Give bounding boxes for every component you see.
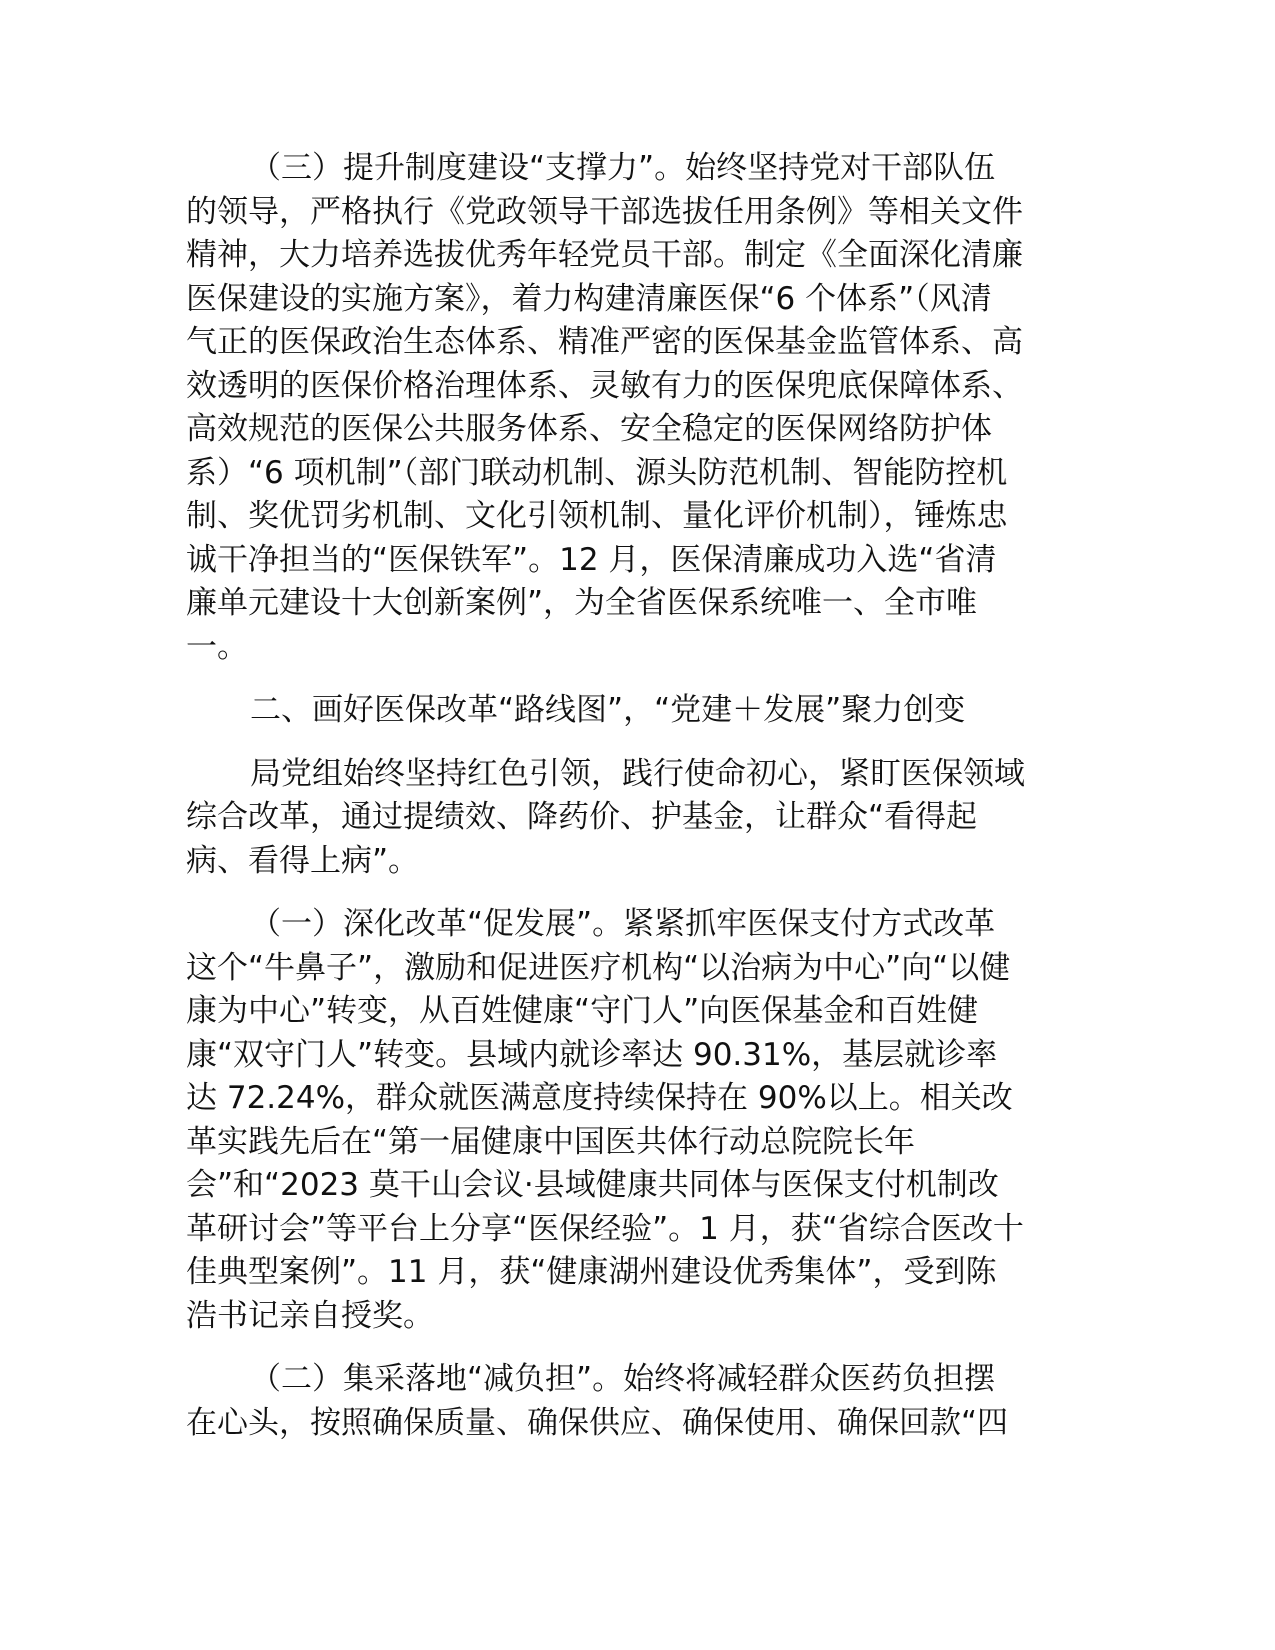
paragraph-institution-building xyxy=(186,147,1090,669)
text-line: 病、看得上病”。 xyxy=(186,842,420,879)
text-line: 革实践先后在“第一届健康中国医共体行动总院院长年 xyxy=(186,1123,916,1160)
text-line: 医保建设的实施方案》，着力构建清廉医保“6 个体系”（风清 xyxy=(186,280,992,317)
text-line: 精神，大力培养选拔优秀年轻党员干部。制定《全面深化清廉 xyxy=(186,237,1023,273)
paragraph-gap xyxy=(186,883,1090,903)
section-heading: 二、画好医保改革“路线图”，“党建＋发展”聚力创变 xyxy=(250,692,966,728)
text-line: （三）提升制度建设“支撑力”。始终坚持党对干部队伍 xyxy=(250,150,996,186)
paragraph-party-leadership xyxy=(186,753,1090,884)
text-line: 综合改革，通过提绩效、降药价、护基金，让群众“看得起 xyxy=(186,799,978,835)
text-line: 诚干净担当的“医保铁军”。12 月，医保清廉成功入选“省清 xyxy=(186,541,997,578)
text-line: 佳典型案例”。11 月，获“健康湖州建设优秀集体”，受到陈 xyxy=(186,1254,997,1290)
text-line: 效透明的医保价格治理体系、灵敏有力的医保兜底保障体系、 xyxy=(186,367,1023,404)
text-line: 在心头，按照确保质量、确保供应、确保使用、确保回款“四 xyxy=(186,1404,1009,1441)
paragraph-gap xyxy=(186,733,1090,753)
text-line: 局党组始终坚持红色引领，践行使命初心，紧盯医保领域 xyxy=(250,755,1025,792)
text-line: 这个“牛鼻子”，激励和促进医疗机构“以治病为中心”向“以健 xyxy=(186,949,1011,986)
paragraph-gap xyxy=(186,1338,1090,1358)
text-line: 一。 xyxy=(186,628,248,665)
text-line: 会”和“2023 莫干山会议·县域健康共同体与医保支付机制改 xyxy=(186,1167,999,1203)
text-line: 气正的医保政治生态体系、精准严密的医保基金监管体系、高 xyxy=(186,324,1023,360)
text-line: 制、奖优罚劣机制、文化引领机制、量化评价机制），锤炼忠 xyxy=(186,498,1008,534)
paragraph-deepen-reform xyxy=(186,903,1090,1338)
text-line: 系）“6 项机制”（部门联动机制、源头防范机制、智能防控机 xyxy=(186,454,1008,491)
text-line: 达 72.24%，群众就医满意度持续保持在 90%以上。相关改 xyxy=(186,1080,1013,1116)
text-line: 廉单元建设十大创新案例”，为全省医保系统唯一、全市唯 xyxy=(186,585,978,621)
paragraph-gap xyxy=(186,669,1090,689)
text-line: 康为中心”转变，从百姓健康“守门人”向医保基金和百姓健 xyxy=(186,993,979,1029)
text-line: 高效规范的医保公共服务体系、安全稳定的医保网络防护体 xyxy=(186,411,992,447)
text-line: 康“双守门人”转变。县域内就诊率达 90.31%，基层就诊率 xyxy=(186,1036,998,1073)
section-heading-reform-roadmap xyxy=(186,689,1090,733)
text-line: 的领导，严格执行《党政领导干部选拔任用条例》等相关文件 xyxy=(186,193,1023,230)
text-line: 革研讨会”等平台上分享“医保经验”。1 月，获“省综合医改十 xyxy=(186,1210,1024,1247)
text-line: （一）深化改革“促发展”。紧紧抓牢医保支付方式改革 xyxy=(250,906,996,942)
text-line: （二）集采落地“减负担”。始终将减轻群众医药负担摆 xyxy=(250,1361,996,1397)
text-line: 浩书记亲自授奖。 xyxy=(186,1297,434,1334)
document-body xyxy=(186,147,1090,1445)
paragraph-centralized-procurement xyxy=(186,1358,1090,1445)
